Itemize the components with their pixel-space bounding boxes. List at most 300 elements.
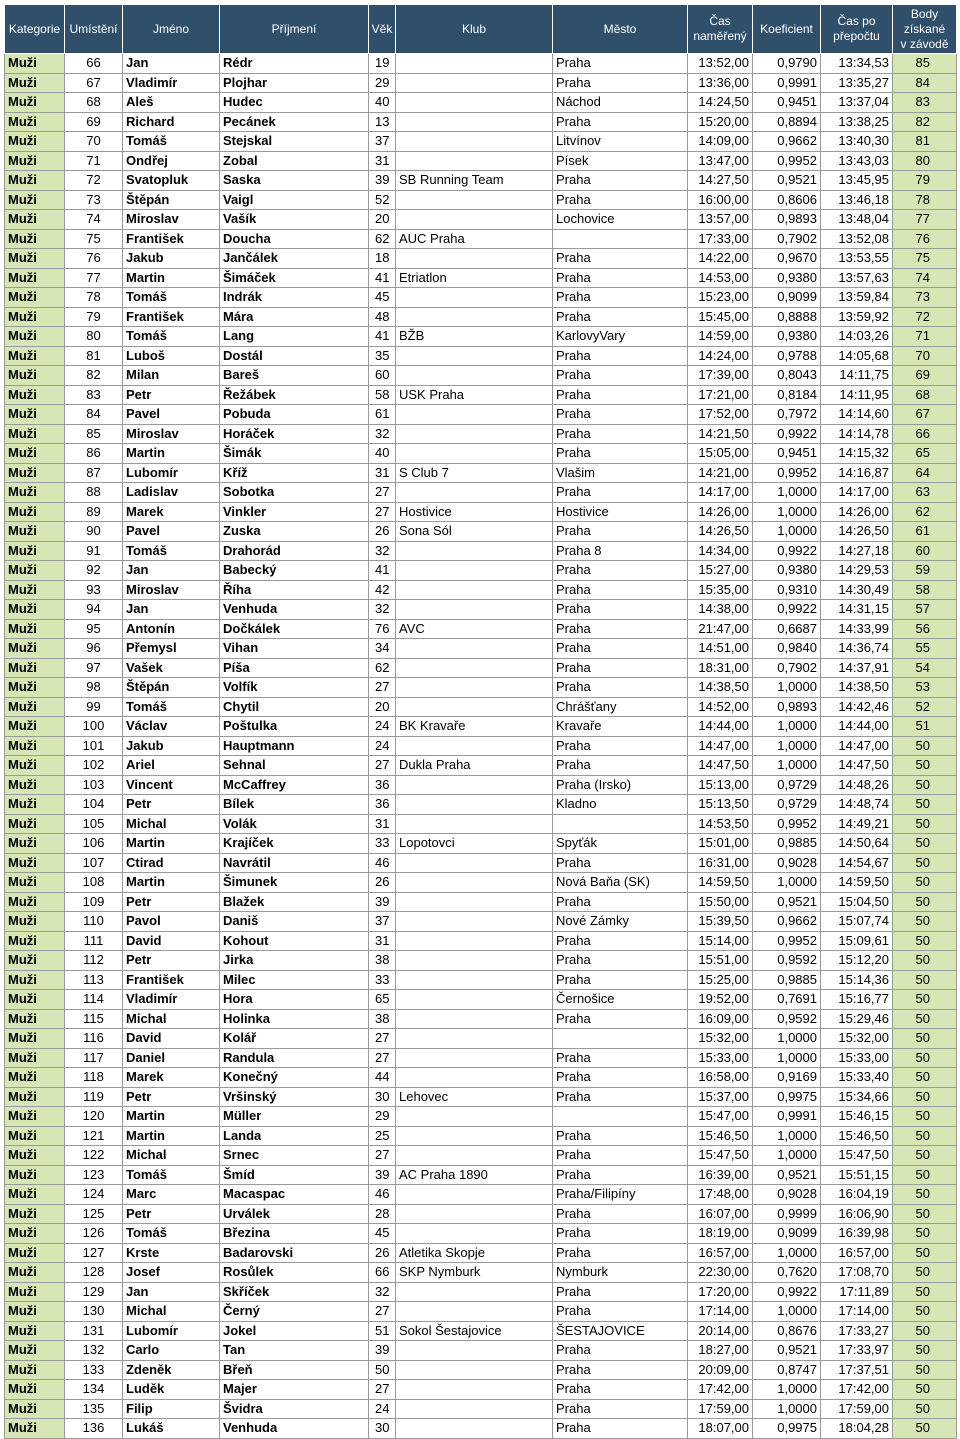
points-cell: 56 xyxy=(893,619,957,639)
city-cell: Praha xyxy=(553,1126,688,1146)
age-cell: 27 xyxy=(369,1048,396,1068)
age-cell: 27 xyxy=(369,1380,396,1400)
table-row xyxy=(5,1087,957,1107)
city-cell: Kladno xyxy=(553,795,688,815)
points-cell: 71 xyxy=(893,327,957,347)
recalculated-time-cell: 17:11,89 xyxy=(821,1282,893,1302)
table-row xyxy=(5,210,957,230)
measured-time-cell: 14:47,00 xyxy=(688,736,753,756)
position-cell: 84 xyxy=(65,405,123,425)
coefficient-cell: 0,9922 xyxy=(753,1282,821,1302)
coefficient-cell: 0,9991 xyxy=(753,73,821,93)
age-cell: 31 xyxy=(369,151,396,171)
age-cell: 30 xyxy=(369,1087,396,1107)
coefficient-cell: 0,9729 xyxy=(753,795,821,815)
recalculated-time-cell: 13:37,04 xyxy=(821,93,893,113)
recalculated-time-cell: 14:42,46 xyxy=(821,697,893,717)
last-name-cell: Vihan xyxy=(220,639,369,659)
club-cell: SKP Nymburk xyxy=(396,1263,553,1283)
club-cell xyxy=(396,541,553,561)
header-body xyxy=(893,5,957,54)
age-cell: 58 xyxy=(369,385,396,405)
club-cell xyxy=(396,132,553,152)
table-row xyxy=(5,132,957,152)
category-cell: Muži xyxy=(5,1380,65,1400)
table-row xyxy=(5,268,957,288)
recalculated-time-cell: 13:48,04 xyxy=(821,210,893,230)
recalculated-time-cell: 15:04,50 xyxy=(821,892,893,912)
points-cell: 75 xyxy=(893,249,957,269)
table-row xyxy=(5,1243,957,1263)
city-cell: Praha xyxy=(553,1341,688,1361)
table-row xyxy=(5,1146,957,1166)
city-cell: Praha (Irsko) xyxy=(553,775,688,795)
points-cell: 50 xyxy=(893,1146,957,1166)
table-row xyxy=(5,1224,957,1244)
first-name-cell: Josef xyxy=(123,1263,220,1283)
first-name-cell: Filip xyxy=(123,1399,220,1419)
city-cell: Praha xyxy=(553,268,688,288)
coefficient-cell: 1,0000 xyxy=(753,502,821,522)
last-name-cell: Březina xyxy=(220,1224,369,1244)
points-cell: 50 xyxy=(893,1204,957,1224)
measured-time-cell: 21:47,00 xyxy=(688,619,753,639)
first-name-cell: František xyxy=(123,970,220,990)
position-cell: 81 xyxy=(65,346,123,366)
first-name-cell: Ondřej xyxy=(123,151,220,171)
measured-time-cell: 20:09,00 xyxy=(688,1360,753,1380)
city-cell: Praha xyxy=(553,483,688,503)
city-cell: Praha xyxy=(553,1204,688,1224)
position-cell: 76 xyxy=(65,249,123,269)
first-name-cell: Martin xyxy=(123,444,220,464)
measured-time-cell: 14:52,00 xyxy=(688,697,753,717)
position-cell: 90 xyxy=(65,522,123,542)
category-cell: Muži xyxy=(5,502,65,522)
club-cell xyxy=(396,366,553,386)
header-prijmeni: Příjmení xyxy=(220,5,369,54)
points-cell: 50 xyxy=(893,1360,957,1380)
points-cell: 50 xyxy=(893,873,957,893)
category-cell: Muži xyxy=(5,229,65,249)
header-cas-namereny-line2: naměřený xyxy=(693,29,747,43)
coefficient-cell: 1,0000 xyxy=(753,717,821,737)
points-cell: 74 xyxy=(893,268,957,288)
club-cell: Etriatlon xyxy=(396,268,553,288)
position-cell: 119 xyxy=(65,1087,123,1107)
first-name-cell: Pavel xyxy=(123,522,220,542)
measured-time-cell: 14:17,00 xyxy=(688,483,753,503)
table-row xyxy=(5,1341,957,1361)
category-cell: Muži xyxy=(5,54,65,74)
measured-time-cell: 15:20,00 xyxy=(688,112,753,132)
first-name-cell: Tomáš xyxy=(123,288,220,308)
first-name-cell: Jan xyxy=(123,600,220,620)
header-mesto: Město xyxy=(553,5,688,54)
position-cell: 87 xyxy=(65,463,123,483)
city-cell: ŠESTAJOVICE xyxy=(553,1321,688,1341)
age-cell: 62 xyxy=(369,658,396,678)
table-row xyxy=(5,1263,957,1283)
last-name-cell: Vaigl xyxy=(220,190,369,210)
category-cell: Muži xyxy=(5,912,65,932)
age-cell: 39 xyxy=(369,1165,396,1185)
measured-time-cell: 14:59,50 xyxy=(688,873,753,893)
category-cell: Muži xyxy=(5,775,65,795)
coefficient-cell: 1,0000 xyxy=(753,1243,821,1263)
recalculated-time-cell: 15:33,00 xyxy=(821,1048,893,1068)
last-name-cell: Lang xyxy=(220,327,369,347)
table-row xyxy=(5,54,957,74)
measured-time-cell: 14:38,50 xyxy=(688,678,753,698)
last-name-cell: Zobal xyxy=(220,151,369,171)
measured-time-cell: 16:07,00 xyxy=(688,1204,753,1224)
club-cell xyxy=(396,736,553,756)
coefficient-cell: 0,9380 xyxy=(753,327,821,347)
category-cell: Muži xyxy=(5,853,65,873)
category-cell: Muži xyxy=(5,756,65,776)
club-cell xyxy=(396,1048,553,1068)
category-cell: Muži xyxy=(5,1321,65,1341)
recalculated-time-cell: 17:33,27 xyxy=(821,1321,893,1341)
coefficient-cell: 0,7972 xyxy=(753,405,821,425)
table-body xyxy=(5,54,957,1439)
table-row xyxy=(5,834,957,854)
first-name-cell: Michal xyxy=(123,1146,220,1166)
coefficient-cell: 0,9521 xyxy=(753,1165,821,1185)
first-name-cell: Carlo xyxy=(123,1341,220,1361)
recalculated-time-cell: 14:54,67 xyxy=(821,853,893,873)
last-name-cell: Doucha xyxy=(220,229,369,249)
category-cell: Muži xyxy=(5,600,65,620)
table-row xyxy=(5,424,957,444)
last-name-cell: Srnec xyxy=(220,1146,369,1166)
position-cell: 109 xyxy=(65,892,123,912)
club-cell: Atletika Skopje xyxy=(396,1243,553,1263)
first-name-cell: David xyxy=(123,1029,220,1049)
category-cell: Muži xyxy=(5,1302,65,1322)
coefficient-cell: 0,9662 xyxy=(753,132,821,152)
last-name-cell: Drahorád xyxy=(220,541,369,561)
category-cell: Muži xyxy=(5,834,65,854)
coefficient-cell: 0,8606 xyxy=(753,190,821,210)
age-cell: 30 xyxy=(369,1419,396,1439)
coefficient-cell: 0,9521 xyxy=(753,892,821,912)
coefficient-cell: 1,0000 xyxy=(753,736,821,756)
first-name-cell: Přemysl xyxy=(123,639,220,659)
measured-time-cell: 15:13,50 xyxy=(688,795,753,815)
recalculated-time-cell: 17:08,70 xyxy=(821,1263,893,1283)
city-cell: Nymburk xyxy=(553,1263,688,1283)
coefficient-cell: 0,9885 xyxy=(753,970,821,990)
table-row xyxy=(5,912,957,932)
table-row xyxy=(5,405,957,425)
recalculated-time-cell: 15:32,00 xyxy=(821,1029,893,1049)
category-cell: Muži xyxy=(5,268,65,288)
age-cell: 26 xyxy=(369,1243,396,1263)
city-cell: Lochovice xyxy=(553,210,688,230)
table-row xyxy=(5,541,957,561)
club-cell xyxy=(396,639,553,659)
points-cell: 79 xyxy=(893,171,957,191)
table-row xyxy=(5,1068,957,1088)
last-name-cell: Venhuda xyxy=(220,600,369,620)
city-cell: Praha xyxy=(553,1068,688,1088)
table-row xyxy=(5,346,957,366)
first-name-cell: Ariel xyxy=(123,756,220,776)
measured-time-cell: 14:38,00 xyxy=(688,600,753,620)
recalculated-time-cell: 14:49,21 xyxy=(821,814,893,834)
first-name-cell: Vašek xyxy=(123,658,220,678)
club-cell xyxy=(396,853,553,873)
recalculated-time-cell: 13:38,25 xyxy=(821,112,893,132)
coefficient-cell: 0,9922 xyxy=(753,541,821,561)
recalculated-time-cell: 13:53,55 xyxy=(821,249,893,269)
age-cell: 35 xyxy=(369,346,396,366)
coefficient-cell: 0,9885 xyxy=(753,834,821,854)
points-cell: 64 xyxy=(893,463,957,483)
measured-time-cell: 15:47,00 xyxy=(688,1107,753,1127)
coefficient-cell: 0,9380 xyxy=(753,561,821,581)
position-cell: 89 xyxy=(65,502,123,522)
first-name-cell: Tomáš xyxy=(123,1224,220,1244)
last-name-cell: Švidra xyxy=(220,1399,369,1419)
position-cell: 127 xyxy=(65,1243,123,1263)
last-name-cell: Rosůlek xyxy=(220,1263,369,1283)
last-name-cell: Rédr xyxy=(220,54,369,74)
measured-time-cell: 15:33,00 xyxy=(688,1048,753,1068)
first-name-cell: David xyxy=(123,931,220,951)
category-cell: Muži xyxy=(5,151,65,171)
recalculated-time-cell: 14:05,68 xyxy=(821,346,893,366)
age-cell: 76 xyxy=(369,619,396,639)
first-name-cell: Lukáš xyxy=(123,1419,220,1439)
position-cell: 123 xyxy=(65,1165,123,1185)
measured-time-cell: 17:14,00 xyxy=(688,1302,753,1322)
points-cell: 57 xyxy=(893,600,957,620)
table-row xyxy=(5,1029,957,1049)
last-name-cell: Kohout xyxy=(220,931,369,951)
table-row xyxy=(5,561,957,581)
city-cell: Praha 8 xyxy=(553,541,688,561)
coefficient-cell: 0,9952 xyxy=(753,463,821,483)
measured-time-cell: 14:51,00 xyxy=(688,639,753,659)
recalculated-time-cell: 17:37,51 xyxy=(821,1360,893,1380)
category-cell: Muži xyxy=(5,1126,65,1146)
club-cell xyxy=(396,1029,553,1049)
category-cell: Muži xyxy=(5,1146,65,1166)
club-cell xyxy=(396,307,553,327)
recalculated-time-cell: 14:38,50 xyxy=(821,678,893,698)
measured-time-cell: 13:52,00 xyxy=(688,54,753,74)
category-cell: Muži xyxy=(5,1224,65,1244)
coefficient-cell: 0,9999 xyxy=(753,1204,821,1224)
last-name-cell: Macaspac xyxy=(220,1185,369,1205)
coefficient-cell: 0,8043 xyxy=(753,366,821,386)
table-row xyxy=(5,229,957,249)
city-cell: Nové Zámky xyxy=(553,912,688,932)
points-cell: 50 xyxy=(893,814,957,834)
category-cell: Muži xyxy=(5,1282,65,1302)
position-cell: 79 xyxy=(65,307,123,327)
table-row xyxy=(5,73,957,93)
table-row xyxy=(5,1165,957,1185)
points-cell: 72 xyxy=(893,307,957,327)
age-cell: 29 xyxy=(369,1107,396,1127)
recalculated-time-cell: 14:27,18 xyxy=(821,541,893,561)
coefficient-cell: 0,9521 xyxy=(753,1341,821,1361)
category-cell: Muži xyxy=(5,73,65,93)
age-cell: 66 xyxy=(369,1263,396,1283)
coefficient-cell: 0,9310 xyxy=(753,580,821,600)
club-cell xyxy=(396,54,553,74)
measured-time-cell: 18:31,00 xyxy=(688,658,753,678)
coefficient-cell: 0,9952 xyxy=(753,931,821,951)
age-cell: 52 xyxy=(369,190,396,210)
recalculated-time-cell: 15:14,36 xyxy=(821,970,893,990)
city-cell: Praha xyxy=(553,1048,688,1068)
first-name-cell: Vladimír xyxy=(123,990,220,1010)
recalculated-time-cell: 14:17,00 xyxy=(821,483,893,503)
last-name-cell: Venhuda xyxy=(220,1419,369,1439)
position-cell: 121 xyxy=(65,1126,123,1146)
last-name-cell: Navrátil xyxy=(220,853,369,873)
category-cell: Muži xyxy=(5,1243,65,1263)
position-cell: 68 xyxy=(65,93,123,113)
table-row xyxy=(5,951,957,971)
first-name-cell: Michal xyxy=(123,1302,220,1322)
recalculated-time-cell: 14:16,87 xyxy=(821,463,893,483)
club-cell: AC Praha 1890 xyxy=(396,1165,553,1185)
club-cell xyxy=(396,190,553,210)
recalculated-time-cell: 13:46,18 xyxy=(821,190,893,210)
position-cell: 82 xyxy=(65,366,123,386)
club-cell: AVC xyxy=(396,619,553,639)
position-cell: 92 xyxy=(65,561,123,581)
recalculated-time-cell: 14:29,53 xyxy=(821,561,893,581)
category-cell: Muži xyxy=(5,1068,65,1088)
position-cell: 106 xyxy=(65,834,123,854)
position-cell: 124 xyxy=(65,1185,123,1205)
measured-time-cell: 14:34,00 xyxy=(688,541,753,561)
measured-time-cell: 15:25,00 xyxy=(688,970,753,990)
points-cell: 50 xyxy=(893,912,957,932)
header-vek: Věk xyxy=(369,5,396,54)
table-row xyxy=(5,1282,957,1302)
first-name-cell: Marc xyxy=(123,1185,220,1205)
club-cell xyxy=(396,1341,553,1361)
coefficient-cell: 0,8888 xyxy=(753,307,821,327)
measured-time-cell: 15:51,00 xyxy=(688,951,753,971)
measured-time-cell: 14:47,50 xyxy=(688,756,753,776)
club-cell xyxy=(396,951,553,971)
first-name-cell: František xyxy=(123,229,220,249)
recalculated-time-cell: 14:14,60 xyxy=(821,405,893,425)
recalculated-time-cell: 15:33,40 xyxy=(821,1068,893,1088)
position-cell: 85 xyxy=(65,424,123,444)
city-cell: Praha xyxy=(553,1146,688,1166)
coefficient-cell: 0,8894 xyxy=(753,112,821,132)
age-cell: 24 xyxy=(369,1399,396,1419)
category-cell: Muži xyxy=(5,405,65,425)
city-cell: Praha xyxy=(553,444,688,464)
recalculated-time-cell: 17:59,00 xyxy=(821,1399,893,1419)
club-cell xyxy=(396,678,553,698)
position-cell: 129 xyxy=(65,1282,123,1302)
table-row xyxy=(5,463,957,483)
measured-time-cell: 14:09,00 xyxy=(688,132,753,152)
club-cell: Sokol Šestajovice xyxy=(396,1321,553,1341)
measured-time-cell: 13:47,00 xyxy=(688,151,753,171)
club-cell xyxy=(396,1380,553,1400)
measured-time-cell: 14:21,50 xyxy=(688,424,753,444)
coefficient-cell: 0,9893 xyxy=(753,210,821,230)
header-body-line2: v závodě xyxy=(900,36,949,51)
coefficient-cell: 0,9952 xyxy=(753,151,821,171)
recalculated-time-cell: 14:11,95 xyxy=(821,385,893,405)
recalculated-time-cell: 16:06,90 xyxy=(821,1204,893,1224)
age-cell: 27 xyxy=(369,502,396,522)
city-cell xyxy=(553,1107,688,1127)
table-row xyxy=(5,697,957,717)
recalculated-time-cell: 13:40,30 xyxy=(821,132,893,152)
table-row xyxy=(5,892,957,912)
last-name-cell: Plojhar xyxy=(220,73,369,93)
points-cell: 50 xyxy=(893,1009,957,1029)
age-cell: 32 xyxy=(369,424,396,444)
first-name-cell: Miroslav xyxy=(123,424,220,444)
measured-time-cell: 15:35,00 xyxy=(688,580,753,600)
first-name-cell: Miroslav xyxy=(123,580,220,600)
city-cell: Praha xyxy=(553,112,688,132)
age-cell: 18 xyxy=(369,249,396,269)
city-cell: Praha xyxy=(553,1009,688,1029)
club-cell: BŽB xyxy=(396,327,553,347)
table-row xyxy=(5,1048,957,1068)
header-cas-prepoctu-line1: Čas po xyxy=(837,14,876,28)
header-row xyxy=(5,5,957,54)
first-name-cell: Marek xyxy=(123,1068,220,1088)
points-cell: 50 xyxy=(893,951,957,971)
last-name-cell: Šimunek xyxy=(220,873,369,893)
city-cell: Praha xyxy=(553,931,688,951)
points-cell: 50 xyxy=(893,1263,957,1283)
city-cell: Praha xyxy=(553,346,688,366)
category-cell: Muži xyxy=(5,619,65,639)
measured-time-cell: 18:07,00 xyxy=(688,1419,753,1439)
table-row xyxy=(5,736,957,756)
points-cell: 50 xyxy=(893,1321,957,1341)
age-cell: 20 xyxy=(369,210,396,230)
city-cell xyxy=(553,814,688,834)
table-row xyxy=(5,619,957,639)
city-cell xyxy=(553,229,688,249)
measured-time-cell: 16:58,00 xyxy=(688,1068,753,1088)
age-cell: 26 xyxy=(369,873,396,893)
category-cell: Muži xyxy=(5,307,65,327)
points-cell: 50 xyxy=(893,1302,957,1322)
last-name-cell: Zuska xyxy=(220,522,369,542)
table-row xyxy=(5,639,957,659)
club-cell: AUC Praha xyxy=(396,229,553,249)
club-cell xyxy=(396,697,553,717)
age-cell: 39 xyxy=(369,171,396,191)
category-cell: Muži xyxy=(5,580,65,600)
points-cell: 50 xyxy=(893,1029,957,1049)
last-name-cell: Saska xyxy=(220,171,369,191)
club-cell xyxy=(396,1068,553,1088)
position-cell: 75 xyxy=(65,229,123,249)
